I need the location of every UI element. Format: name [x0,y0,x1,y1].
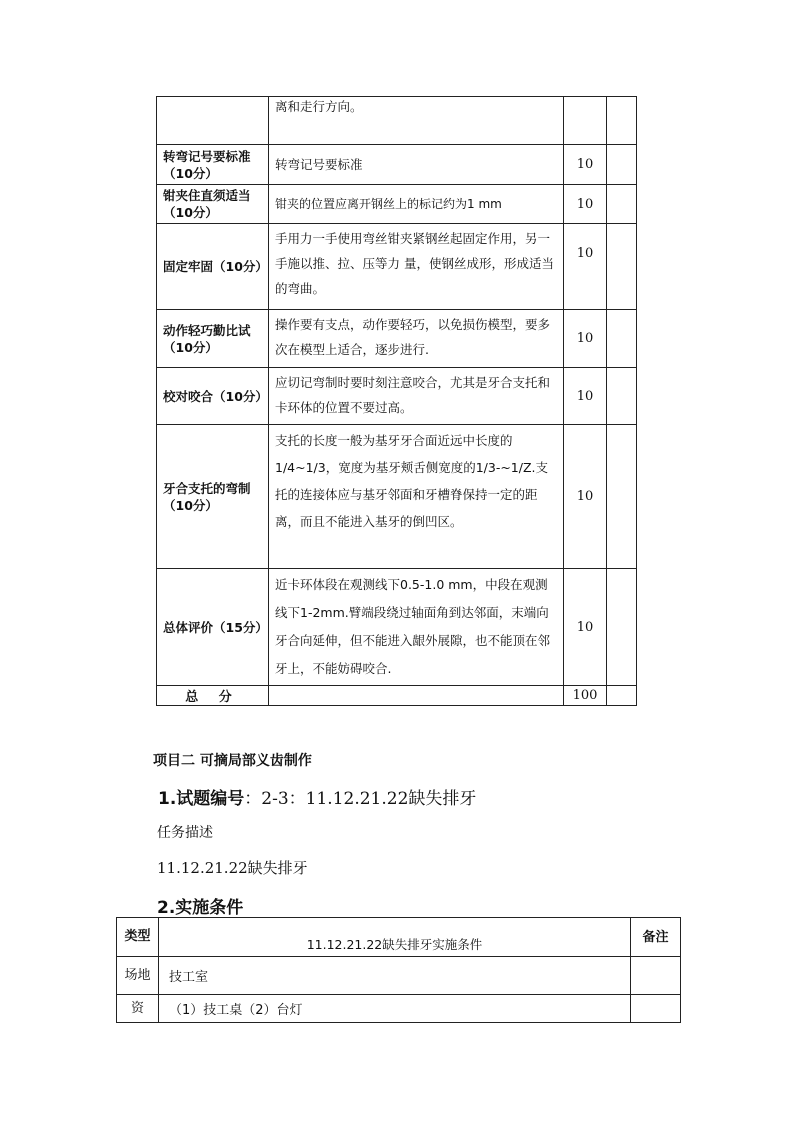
score-desc: 近卡环体段在观测线下0.5-1.0 mm，中段在观测线下1-2mm.臂端段绕过轴面角到达邻面，末端向牙合向延伸，但不能进入龈外展隙，也不能顶在邻牙上，不能妨碍咬合. [269,569,564,686]
table-row [157,368,637,425]
score-desc: 转弯记号要标准 [269,145,564,185]
conditions-table [116,917,681,1023]
table-row [157,310,637,368]
score-value: 10 [564,145,607,185]
score-extra [607,224,637,310]
score-value: 10 [564,368,607,425]
score-item: 动作轻巧勤比试（10分） [157,310,269,368]
score-item: 校对咬合（10分） [157,368,269,425]
score-desc: 离和走行方向。 [269,97,564,145]
row-type: 场地 [117,957,159,995]
score-value: 10 [564,185,607,224]
score-extra [607,97,637,145]
question-heading [158,784,476,809]
header-type: 类型 [117,918,159,957]
total-desc [269,686,564,706]
score-desc: 应切记弯制时要时刻注意咬合，尤其是牙合支托和卡环体的位置不要过高。 [269,368,564,425]
table-row [117,995,681,1023]
row-content: （1）技工桌（2）台灯 [159,995,631,1023]
score-item: 总体评价（15分） [157,569,269,686]
score-extra [607,310,637,368]
table-row [157,425,637,569]
score-item: 固定牢固（10分） [157,224,269,310]
table-row [117,957,681,995]
row-content: 技工室 [159,957,631,995]
total-label: 总 分 [157,686,269,706]
score-extra [607,425,637,569]
table-row [157,185,637,224]
score-item [157,97,269,145]
score-extra [607,569,637,686]
total-score: 100 [564,686,607,706]
score-extra [607,185,637,224]
project-title: 项目二 可摘局部义齿制作 [153,753,312,769]
score-item: 牙合支托的弯制（10分） [157,425,269,569]
score-table [156,96,637,706]
score-value: 10 [564,310,607,368]
score-desc: 钳夹的位置应离开钢丝上的标记约为1 mm [269,185,564,224]
total-extra [607,686,637,706]
question-label: 1.试题编号 [158,789,245,809]
table-row [157,145,637,185]
table-row [117,918,681,957]
task-value: 11.12.21.22缺失排牙 [157,859,308,877]
row-note [631,957,681,995]
table-row [157,569,637,686]
score-item: 钳夹住直须适当（10分） [157,185,269,224]
table-row [157,97,637,145]
score-item: 转弯记号要标准（10分） [157,145,269,185]
header-note: 备注 [631,918,681,957]
table-row [157,224,637,310]
conditions-heading: 2.实施条件 [157,898,244,918]
task-label: 任务描述 [157,825,213,841]
row-type: 资 [117,995,159,1023]
score-desc: 手用力一手使用弯丝钳夹紧钢丝起固定作用，另一手施以推、拉、压等力 量，使钢丝成形，形成适当的弯曲。 [269,224,564,310]
row-note [631,995,681,1023]
score-desc: 操作要有支点，动作要轻巧，以免损伤模型，要多次在模型上适合，逐步进行. [269,310,564,368]
question-value: ：2-3：11.12.21.22缺失排牙 [244,789,477,809]
score-value [564,97,607,145]
header-title: 11.12.21.22缺失排牙实施条件 [159,918,631,957]
score-desc: 支托的长度一般为基牙牙合面近远中长度的1/4~1/3，宽度为基牙颊舌侧宽度的1/3-~1/Z.支托的连接体应与基牙邻面和牙槽脊保持一定的距离，而且不能进入基牙的倒凹区。 [269,425,564,569]
score-value: 10 [564,569,607,686]
score-value: 10 [564,224,607,310]
table-row-total [157,686,637,706]
score-extra [607,145,637,185]
score-value: 10 [564,425,607,569]
score-extra [607,368,637,425]
